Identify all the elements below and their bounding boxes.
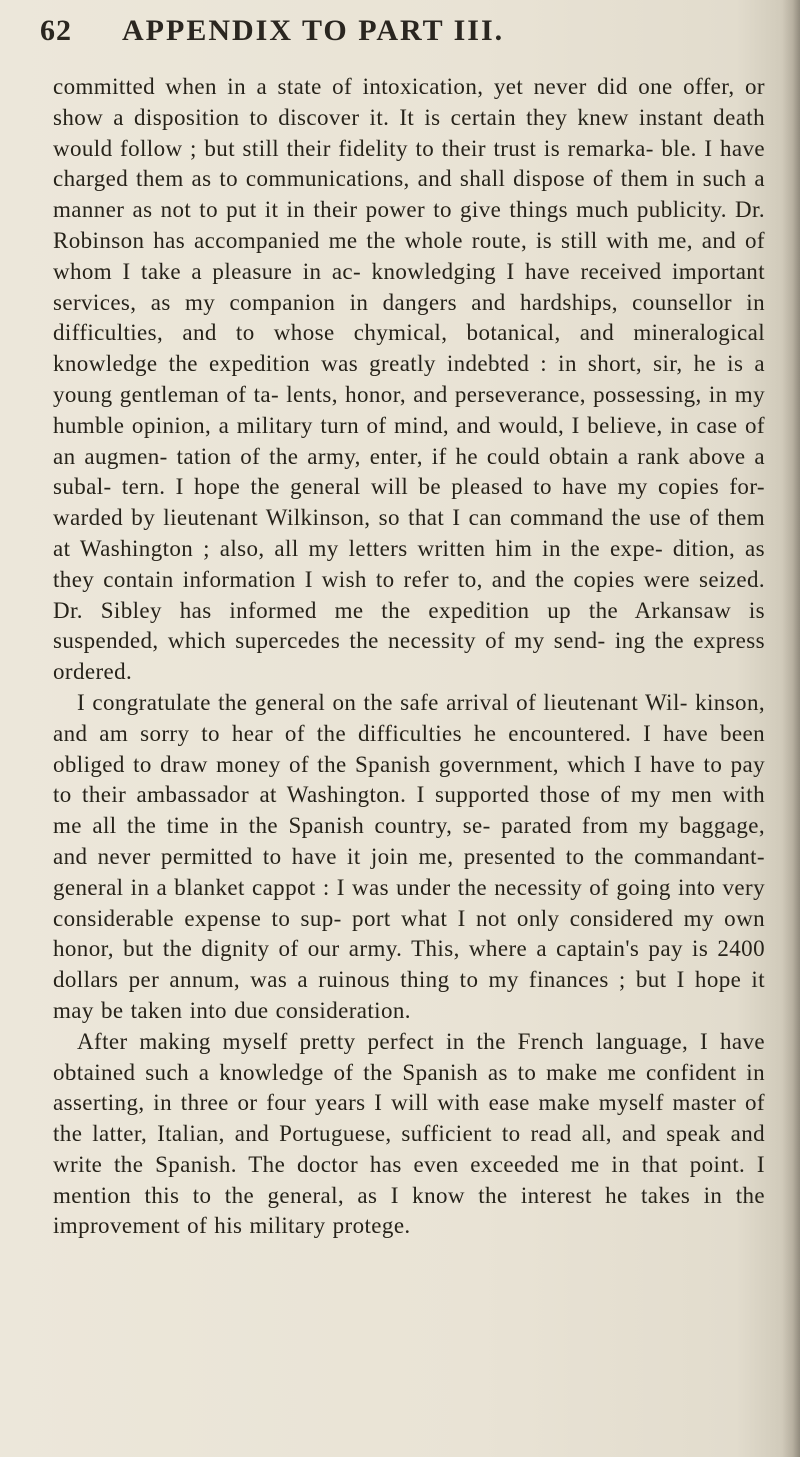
paragraph-1: committed when in a state of intoxication, yet never did one offer, or show a disposition to discover it. It is certain they knew instant death would follow ; but still their fidelity to their trust is remarka- ble. I have charged them as to communications, and shall dispose of them in such a manner as not to put it in their power to give things much publicity. Dr. Robinson has accompanied me the whole route, is still with me, and of whom I take a pleasure in ac- knowledging I have received important services, as my companion in dangers and hardships, counsellor in difficulties, and to whose chymical, botanical, and mineralogical knowledge the expedition was greatly indebted : in short, sir, he is a young gentleman of ta- lents, honor, and perseverance, possessing, in my humble opinion, a military turn of mind, and would, I believe, in case of an augmen- tation of the army, enter, if he could obtain a rank above a subal- tern. I hope the general will be pleased to have my copies for- warded by lieutenant Wilkinson, so that I can command the use of them at Washington ; also, all my letters written him in the expe- dition, as they contain information I wish to refer to, and the copies were seized. Dr. Sibley has informed me the expedition up the Arkansaw is suspended, which supercedes the necessity of my send- ing the express ordered.	[53, 74, 765, 685]
paragraph-3: After making myself pretty perfect in the French language, I have obtained such a knowledge of the Spanish as to make me confident in asserting, in three or four years I will with ease make myself master of the latter, Italian, and Portuguese, sufficient to read all, and speak and write the Spanish. The doctor has even exceeded me in that point. I mention this to the general, as I know the interest he takes in the improvement of his military protege.	[53, 1028, 765, 1239]
page-header	[40, 14, 600, 60]
body-text	[53, 72, 765, 1242]
paragraph-2: I congratulate the general on the safe arrival of lieutenant Wil- kinson, and am sorry to hear of the difficulties he encountered. I have been obliged to draw money of the Spanish government, which I have to pay to their ambassador at Washington. I supported those of my men with me all the time in the Spanish country, se- parated from my baggage, and never permitted to have it join me, presented to the commandant-general in a blanket cappot : I was under the necessity of going into very considerable expense to sup- port what I not only considered my own honor, but the dignity of our army. This, where a captain's pay is 2400 dollars per annum, was a ruinous thing to my finances ; but I hope it may be taken into due consideration.	[53, 689, 765, 1023]
running-head: APPENDIX TO PART III.	[122, 14, 505, 47]
page-edge-shadow	[782, 0, 800, 1457]
page-number: 62	[40, 14, 72, 47]
